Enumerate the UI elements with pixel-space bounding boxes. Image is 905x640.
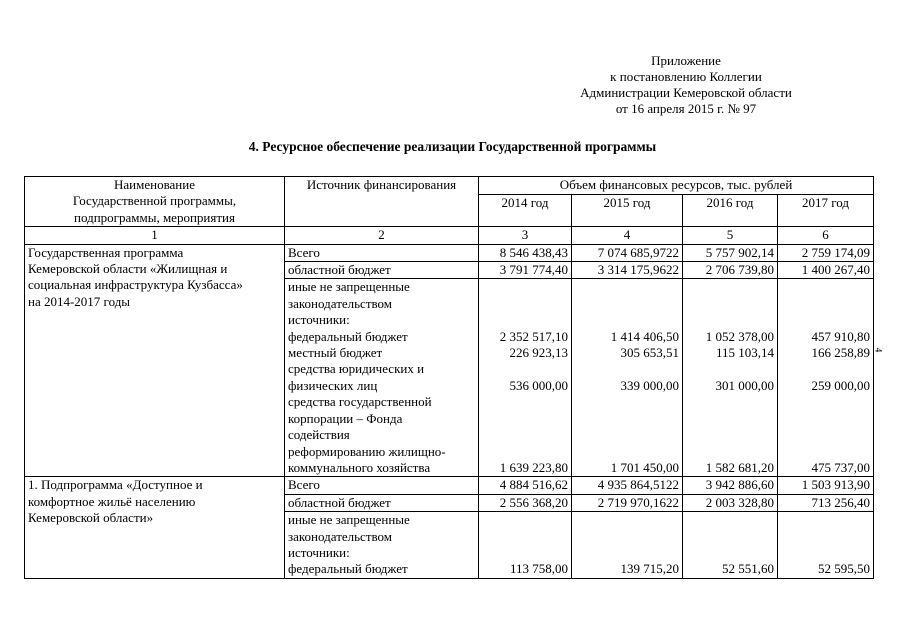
source-line: содействия — [288, 427, 350, 443]
value-line — [781, 529, 870, 545]
column-number: 3 — [479, 227, 572, 244]
value-line — [482, 444, 568, 460]
source-line: коммунального хозяйства — [288, 459, 431, 475]
value-cell: 2 719 970,1622 — [572, 494, 683, 511]
value-line — [482, 361, 568, 377]
value-line — [575, 545, 679, 561]
source-label: Всего — [285, 244, 479, 261]
value-line — [686, 512, 774, 528]
value-column — [572, 512, 683, 579]
value-line: 536 000,00 — [509, 377, 568, 393]
source-line: реформированию жилищно- — [288, 443, 446, 459]
value-line — [686, 361, 774, 377]
value-line: 475 737,00 — [811, 459, 870, 475]
header-volume: Объем финансовых ресурсов, тыс. рублей — [479, 177, 874, 195]
source-line: законодательством — [288, 528, 393, 544]
other-sources-cell — [285, 512, 479, 579]
page-number: 4 — [873, 347, 884, 353]
value-line — [575, 411, 679, 427]
value-cell: 8 546 438,43 — [479, 244, 572, 261]
value-line — [482, 529, 568, 545]
value-cell: 713 256,40 — [778, 494, 874, 511]
source-line: законодательством — [288, 295, 393, 311]
source-label: областной бюджет — [285, 262, 479, 279]
value-column — [683, 512, 778, 579]
header-year: 2017 год — [778, 195, 874, 227]
value-line — [575, 444, 679, 460]
source-line: источники: — [288, 312, 350, 328]
program-name-line: социальная инфраструктура Кузбасса» — [28, 277, 243, 293]
value-line — [781, 296, 870, 312]
header-name-line: подпрограммы, мероприятия — [74, 209, 235, 225]
value-line — [575, 279, 679, 295]
value-line — [686, 411, 774, 427]
value-line — [482, 296, 568, 312]
value-line — [686, 312, 774, 328]
header-year: 2014 год — [479, 195, 572, 227]
value-cell: 3 791 774,40 — [479, 262, 572, 279]
column-number: 6 — [778, 227, 874, 244]
program-name-line: Кемеровской области «Жилищная и — [28, 261, 228, 277]
value-line: 457 910,80 — [811, 328, 870, 344]
value-line — [686, 529, 774, 545]
appendix-line: Приложение — [651, 53, 721, 68]
value-column — [778, 279, 874, 477]
value-line — [482, 512, 568, 528]
value-line: 1 582 681,20 — [705, 459, 774, 475]
value-cell: 3 942 886,60 — [683, 477, 778, 494]
value-line: 1 414 406,50 — [610, 328, 679, 344]
value-line — [575, 312, 679, 328]
value-line — [575, 512, 679, 528]
table-row — [25, 477, 874, 494]
value-line: 339 000,00 — [620, 377, 679, 393]
resource-table — [24, 176, 874, 579]
value-line: 305 653,51 — [620, 345, 679, 361]
value-line — [781, 279, 870, 295]
column-number: 2 — [285, 227, 479, 244]
value-line — [781, 444, 870, 460]
value-line — [686, 427, 774, 443]
value-line — [575, 529, 679, 545]
value-cell: 5 757 902,14 — [683, 244, 778, 261]
appendix-block — [548, 53, 824, 117]
value-column — [683, 279, 778, 477]
source-line: средства государственной — [288, 394, 432, 410]
source-line: источники: — [288, 544, 350, 560]
program-name-cell — [25, 244, 285, 477]
value-cell: 2 003 328,80 — [683, 494, 778, 511]
value-line: 115 103,14 — [715, 345, 774, 361]
source-line: корпорации – Фонда — [288, 410, 403, 426]
value-line — [575, 296, 679, 312]
column-number: 4 — [572, 227, 683, 244]
header-name — [25, 177, 285, 227]
value-line — [482, 427, 568, 443]
source-label: областной бюджет — [285, 494, 479, 511]
value-line: 52 595,50 — [818, 561, 870, 577]
value-line — [781, 545, 870, 561]
source-label: Всего — [285, 477, 479, 494]
value-line: 139 715,20 — [620, 561, 679, 577]
program-name-line: на 2014-2017 годы — [28, 293, 131, 309]
value-line — [781, 361, 870, 377]
value-column — [479, 512, 572, 579]
source-line: иные не запрещенные — [288, 512, 410, 528]
value-line: 301 000,00 — [715, 377, 774, 393]
value-column — [479, 279, 572, 477]
appendix-line: от 16 апреля 2015 г. № 97 — [615, 101, 757, 116]
value-line — [781, 411, 870, 427]
column-number: 5 — [683, 227, 778, 244]
table-row — [25, 244, 874, 261]
value-line: 2 352 517,10 — [499, 328, 568, 344]
value-line — [575, 361, 679, 377]
value-line — [781, 312, 870, 328]
value-line — [686, 296, 774, 312]
other-sources-cell — [285, 279, 479, 477]
source-line: местный бюджет — [288, 345, 383, 361]
value-line: 52 551,60 — [722, 561, 774, 577]
document-title: 4. Ресурсное обеспечение реализации Государственной программы — [248, 139, 657, 154]
value-cell: 3 314 175,9622 — [572, 262, 683, 279]
source-line: федеральный бюджет — [288, 561, 408, 577]
value-line: 1 052 378,00 — [705, 328, 774, 344]
value-line — [482, 394, 568, 410]
value-line — [781, 427, 870, 443]
value-cell: 4 884 516,62 — [479, 477, 572, 494]
subprogram-name-line: комфортное жильё населению — [28, 493, 196, 509]
value-cell: 2 706 739,80 — [683, 262, 778, 279]
program-name-line: Государственная программа — [28, 244, 184, 260]
value-cell: 2 759 174,09 — [778, 244, 874, 261]
value-line: 1 639 223,80 — [499, 459, 568, 475]
header-year: 2016 год — [683, 195, 778, 227]
source-line: физических лиц — [288, 377, 378, 393]
value-line — [686, 545, 774, 561]
value-cell: 4 935 864,5122 — [572, 477, 683, 494]
value-line: 259 000,00 — [811, 377, 870, 393]
source-line: федеральный бюджет — [288, 328, 408, 344]
value-line: 113 758,00 — [509, 561, 568, 577]
value-cell: 1 503 913,90 — [778, 477, 874, 494]
value-cell: 2 556 368,20 — [479, 494, 572, 511]
value-line: 1 701 450,00 — [610, 459, 679, 475]
source-line: средства юридических и — [288, 361, 425, 377]
value-line: 226 923,13 — [509, 345, 568, 361]
value-line — [575, 394, 679, 410]
header-name-line: Наименование — [114, 177, 195, 192]
appendix-line: Администрации Кемеровской области — [580, 85, 792, 100]
value-line — [686, 444, 774, 460]
value-column — [778, 512, 874, 579]
value-line — [482, 411, 568, 427]
header-name-line: Государственной программы, — [72, 193, 237, 209]
value-line — [686, 279, 774, 295]
value-line — [482, 279, 568, 295]
value-cell: 7 074 685,9722 — [572, 244, 683, 261]
source-line: иные не запрещенные — [288, 279, 410, 295]
header-year: 2015 год — [572, 195, 683, 227]
value-line — [575, 427, 679, 443]
value-line: 166 258,89 — [811, 345, 870, 361]
value-column — [572, 279, 683, 477]
value-line — [482, 545, 568, 561]
subprogram-name-line: Кемеровской области» — [28, 510, 154, 526]
value-line — [781, 394, 870, 410]
subprogram-name-line: 1. Подпрограмма «Доступное и — [28, 477, 203, 493]
appendix-line: к постановлению Коллегии — [610, 69, 762, 84]
header-source: Источник финансирования — [285, 177, 479, 227]
column-number: 1 — [25, 227, 285, 244]
value-line — [781, 512, 870, 528]
subprogram-name-cell — [25, 477, 285, 578]
value-line — [482, 312, 568, 328]
value-line — [686, 394, 774, 410]
value-cell: 1 400 267,40 — [778, 262, 874, 279]
